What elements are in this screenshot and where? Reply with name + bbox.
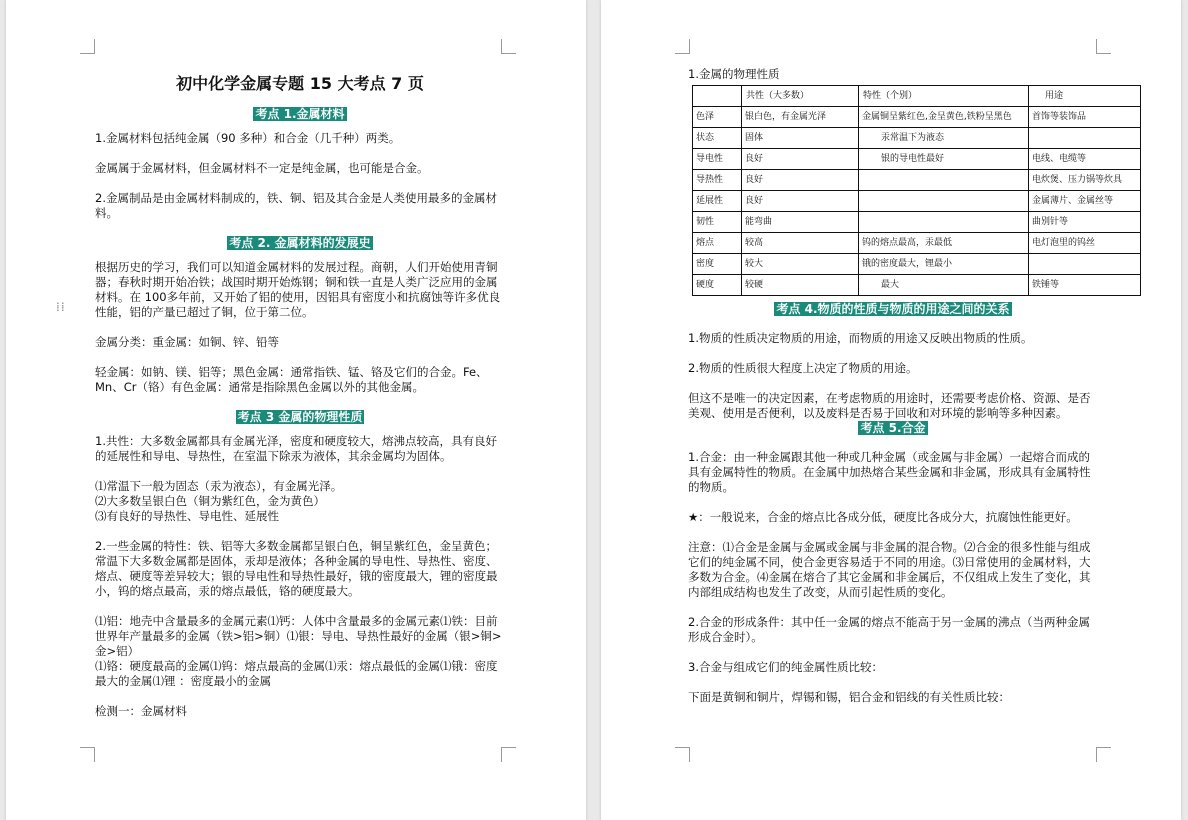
paragraph: 注意：⑴合金是金属与金属或金属与非金属的混合物。⑵合金的很多性能与组成它们的纯金属不同，使合金更容易适于不同的用途。⑶日常使用的金属材料，大多数为合金。⑷金属在熔合了其它金属和非金属后，不仅组成上发生了变化，其内部组成结构也发生了改变，从而引起性质的变化。 — [688, 540, 1091, 599]
table-cell: 导电性 — [693, 149, 742, 170]
table-cell: 色泽 — [693, 107, 742, 128]
table-cell: 固体 — [742, 128, 859, 149]
crop-mark — [1096, 39, 1111, 54]
table-cell: 较硬 — [742, 275, 859, 296]
table-cell: 曲别针等 — [1029, 212, 1141, 233]
table-cell: 银的导电性最好 — [859, 149, 1029, 170]
paragraph: 检测一：金属材料 — [95, 704, 187, 718]
page-1 — [6, 0, 586, 820]
section-heading-1: 考点 1.金属材料 — [255, 107, 345, 121]
paragraph: 1.金属材料包括纯金属（90 多种）和合金（几千种）两类。 — [95, 131, 401, 145]
table-cell — [859, 170, 1029, 191]
paragraph: 1.共性：大多数金属都具有金属光泽，密度和硬度较大，熔沸点较高，具有良好的延展性和导电、导热性，在室温下除汞为液体，其余金属均为固体。 — [95, 434, 497, 463]
table-cell: 金属薄片、金属丝等 — [1029, 191, 1141, 212]
table-row — [693, 107, 1141, 128]
paragraph: 3.合金与组成它们的纯金属性质比较： — [688, 660, 883, 674]
crop-mark — [675, 747, 690, 762]
table-row — [693, 275, 1141, 296]
paragraph: 轻金属：如钠、镁、铝等；黑色金属：通常指铁、锰、铬及它们的合金。Fe、Mn、Cr（铬）有色金属：通常是指除黑色金属以外的其他金属。 — [95, 365, 488, 394]
table-header: 特性（个别） — [859, 86, 1029, 107]
crop-mark — [501, 39, 516, 54]
list-item: ⑴常温下一般为固态（汞为液态），有金属光泽。 — [95, 479, 343, 493]
table-caption: 1.金属的物理性质 — [688, 67, 780, 81]
section-heading-2: 考点 2. 金属材料的发展史 — [229, 236, 371, 250]
section-heading-4: 考点 4.物质的性质与物质的用途之间的关系 — [776, 302, 1010, 316]
table-cell: 较高 — [742, 233, 859, 254]
table-cell — [859, 212, 1029, 233]
table-cell — [859, 191, 1029, 212]
table-cell: 能弯曲 — [742, 212, 859, 233]
table-cell: 铁锤等 — [1029, 275, 1141, 296]
list-item: ⑶有良好的导热性、导电性、延展性 — [95, 509, 279, 523]
crop-mark — [1096, 747, 1111, 762]
paragraph: ★：一般说来，合金的熔点比各成分低，硬度比各成分大，抗腐蚀性能更好。 — [688, 510, 1078, 524]
fact-line: ⑴铬：硬度最高的金属⑴钨：熔点最高的金属⑴汞：熔点最低的金属⑴锇：密度最大的金属⑴锂 ：密度最小的金属 — [95, 659, 498, 688]
table-cell: 延展性 — [693, 191, 742, 212]
table-cell: 首饰等装饰品 — [1029, 107, 1141, 128]
table-cell: 熔点 — [693, 233, 742, 254]
table-row — [693, 170, 1141, 191]
crop-mark — [501, 747, 516, 762]
paragraph: 1.合金：由一种金属跟其他一种或几种金属（或金属与非金属）一起熔合而成的具有金属特性的物质。在金属中加热熔合某些金属和非金属，形成具有金属特性的物质。 — [688, 450, 1091, 494]
table-cell: 硬度 — [693, 275, 742, 296]
table-row — [693, 128, 1141, 149]
table-cell: 最大 — [859, 275, 1029, 296]
page-2-body — [688, 67, 1123, 720]
table-cell: 良好 — [742, 149, 859, 170]
page-2 — [601, 0, 1181, 820]
table-cell: 导热性 — [693, 170, 742, 191]
table-cell: 电线、电缆等 — [1029, 149, 1141, 170]
document-title: 初中化学金属专题 15 大考点 7 页 — [176, 74, 424, 93]
paragraph: 2.金属制品是由金属材料制成的，铁、铜、铝及其合金是人类使用最多的金属材料。 — [95, 191, 497, 220]
table-row — [693, 254, 1141, 275]
paragraph: 2.物质的性质很大程度上决定了物质的用途。 — [688, 361, 918, 375]
page-1-body — [95, 73, 505, 734]
fact-line: ⑴铝：地壳中含量最多的金属元素⑴钙：人体中含量最多的金属元素⑴铁：目前世界年产量最多的金属（铁>铝>铜）⑴银：导电、导热性最好的金属（银>铜>金>铝） — [95, 614, 502, 658]
table-cell: 较大 — [742, 254, 859, 275]
paragraph: 2.合金的形成条件：其中任一金属的熔点不能高于另一金属的沸点（当两种金属形成合金时）。 — [688, 615, 1090, 644]
crop-mark — [675, 39, 690, 54]
table-row — [693, 212, 1141, 233]
table-cell: 密度 — [693, 254, 742, 275]
table-cell: 金属铜呈紫红色,金呈黄色,铁粉呈黑色 — [859, 107, 1029, 128]
table-row — [693, 233, 1141, 254]
drag-handle-icon[interactable]: ⁞⁞ — [56, 300, 66, 314]
crop-mark — [80, 747, 95, 762]
table-cell: 状态 — [693, 128, 742, 149]
table-cell: 电灯泡里的钨丝 — [1029, 233, 1141, 254]
crop-mark — [80, 39, 95, 54]
paragraph: 根据历史的学习，我们可以知道金属材料的发展过程。商朝，人们开始使用青铜器；春秋时期开始冶铁；战国时期开始炼钢；铜和铁一直是人类广泛应用的金属材料。在 100多年前，又开始了铝的使用，因铝具有密度小和抗腐蚀等许多优良性能，铝的产量已超过了铜，位于第二位。 — [95, 260, 501, 319]
table-cell: 锇的密度最大，锂最小 — [859, 254, 1029, 275]
section-heading-5: 考点 5.合金 — [860, 421, 926, 435]
table-row — [693, 149, 1141, 170]
table-cell: 良好 — [742, 191, 859, 212]
table-row — [693, 191, 1141, 212]
paragraph: 1.物质的性质决定物质的用途，而物质的用途又反映出物质的性质。 — [688, 331, 1033, 345]
paragraph: 下面是黄铜和铜片，焊锡和锡，铝合金和铝线的有关性质比较： — [688, 690, 1010, 704]
paragraph: 金属属于金属材料，但金属材料不一定是纯金属，也可能是合金。 — [95, 161, 429, 175]
table-cell: 钨的熔点最高，汞最低 — [859, 233, 1029, 254]
paragraph: 金属分类：重金属：如铜、锌、铅等 — [95, 335, 279, 349]
table-header: 共性（大多数） — [742, 86, 859, 107]
table-header: 用途 — [1029, 86, 1141, 107]
table-cell — [1029, 254, 1141, 275]
paragraph: 2.一些金属的特性：铁、铝等大多数金属都呈银白色，铜呈紫红色，金呈黄色；常温下大多数金属都是固体，汞却是液体；各种金属的导电性、导热性、密度、熔点、硬度等差异较大；银的导电性和导热性最好，锇的密度最大，锂的密度最小，钨的熔点最高，汞的熔点最低，铬的硬度最大。 — [95, 539, 498, 598]
table-cell: 电炊煲、压力锅等炊具 — [1029, 170, 1141, 191]
paragraph: 但这不是唯一的决定因素，在考虑物质的用途时，还需要考虑价格、资源、是否美观、使用是否便利，以及废料是否易于回收和对环境的影响等多种因素。 — [688, 391, 1091, 420]
table-cell: 良好 — [742, 170, 859, 191]
table-header — [693, 86, 742, 107]
physical-properties-table — [692, 85, 1141, 296]
table-cell — [1029, 128, 1141, 149]
table-cell: 韧性 — [693, 212, 742, 233]
list-item: ⑵大多数呈银白色（铜为紫红色，金为黄色） — [95, 494, 325, 508]
table-cell: 银白色，有金属光泽 — [742, 107, 859, 128]
section-heading-3: 考点 3 金属的物理性质 — [237, 410, 363, 424]
table-cell: 汞常温下为液态 — [859, 128, 1029, 149]
table-header-row — [693, 86, 1141, 107]
